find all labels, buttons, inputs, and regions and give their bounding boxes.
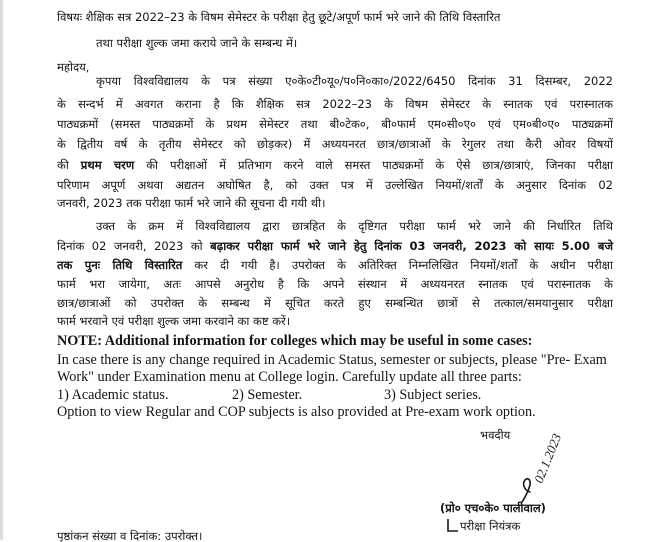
note-part-3: 3) Subject series.: [384, 387, 482, 403]
para2-line-4: फार्म भरा जायेगा, अतः आपसे अनुरोध है कि अपने संस्थान में अध्ययनरत स्नातक एवं परास्नातक के: [57, 277, 613, 291]
para1-line-5: [57, 157, 613, 173]
scan-edge: [0, 0, 3, 540]
note-part-2: 2) Semester.: [232, 387, 303, 403]
subject-line-2: तथा परीक्षा शुल्क जमा कराये जाने के सम्बन्ध में।: [96, 36, 298, 50]
note-heading: NOTE: Additional information for colleges which may be useful in some cases:: [57, 333, 533, 349]
para2-line-5: छात्र/छात्राओं को उपरोक्त के सम्बन्ध में सूचित करते हुए सम्बन्धित छात्रों से तत्काल/समयानुसार परीक्षा: [57, 296, 613, 310]
para1-line-4: के द्वितीय वर्ष के तृतीय सेमेस्टर को छोड़कर) में अध्ययनरत छात्र/छात्राओं के रेगुलर तथा कैरी ओवर विषयों: [57, 137, 613, 151]
para2-line-3: [57, 257, 613, 273]
note-part-1: 1) Academic status.: [57, 387, 169, 403]
para1-line-5-post: की परीक्षाओं में प्रतिभाग करने वाले समस्त पाठ्यक्रमों के ऐसे छात्र/छात्राएं, जिनका परीक्षा: [146, 158, 614, 172]
bracket-mark: [442, 517, 460, 537]
signatory-designation: परीक्षा नियंत्रक: [460, 519, 521, 533]
note-line-4: Option to view Regular and COP subjects is also provided at Pre-exam work option.: [57, 404, 536, 420]
para1-line-7: जनवरी, 2023 तक परीक्षा फार्म भरे जाने की सूचना दी गयी थी।: [57, 196, 326, 210]
salutation: महोदय,: [57, 60, 90, 74]
note-line-1: In case there is any change required in Academic Status, semester or subjects, please "Pre- Exam: [57, 352, 607, 368]
first-phase-emphasis: प्रथम चरण: [80, 158, 135, 172]
para2-line-2-pre: दिनांक 02 जनवरी, 2023 को: [57, 239, 203, 253]
note-line-2: Work" under Examination menu at College login. Carefully update all three parts:: [57, 369, 522, 385]
para2-line-1: उक्त के क्रम में विश्वविद्यालय द्वारा छात्रहित के दृष्टिगत परीक्षा फार्म भरे जाने की निर्धारित तिथि: [96, 219, 613, 233]
signature-date: 02.1.2023: [530, 431, 565, 486]
subject-line-1: विषयः शैक्षिक सत्र 2022–23 के विषम सेमेस्टर के परीक्षा हेतु छूटे/अपूर्ण फार्म भरे जाने की तिथि विस्तारित: [57, 10, 501, 24]
yours-faithfully: भवदीय: [480, 428, 511, 442]
para1-line-5-pre: की: [57, 158, 69, 172]
para2-line-2: [57, 238, 613, 254]
footer-reference-cut: पृष्ठांकन संख्या व दिनांक: उपरोक्त।: [57, 529, 203, 542]
para1-line-6: परिणाम अपूर्ण अथवा अद्यतन अघोषित है, को उक्त पत्र में उल्लेखित नियमों/शर्तों के अनुसार दिनांक 02: [57, 178, 613, 192]
date-extended-emphasis: तक पुनः तिथि विस्तारित: [57, 258, 183, 272]
para2-line-3-post: कर दी गयी है। उपरोक्त के अतिरिक्त निम्नलिखित नियमों/शर्तों के अधीन परीक्षा: [194, 258, 613, 272]
para1-line-3: पाठ्यक्रमों (समस्त पाठ्यक्रमों के प्रथम सेमेस्टर तथा बी०टेक०, बी०फार्म एम०सी०ए० एवं एम०बी०ए० पाठ्यक्रमों: [57, 117, 613, 131]
extended-date-emphasis: बढ़ाकर परीक्षा फार्म भरे जाने हेतु दिनांक 03 जनवरी, 2023 को सायः 5.00 बजे: [210, 239, 613, 253]
para2-line-6: फार्म भरवाने एवं परीक्षा शुल्क जमा करवाने का कष्ट करें।: [57, 314, 291, 328]
para1-line-1: कृपया विश्वविद्यालय के पत्र संख्या ए०के०टी०यू०/प०नि०का०/2022/6450 दिनांक 31 दिसम्बर, 2022: [96, 74, 613, 88]
para1-line-2: के सन्दर्भ में अवगत कराना है कि शैक्षिक सत्र 2022–23 के विषम सेमेस्टर के स्नातक एवं परास्नातक: [57, 97, 613, 111]
signatory-name: (प्रो० एच०के० पालीवाल): [440, 501, 546, 515]
